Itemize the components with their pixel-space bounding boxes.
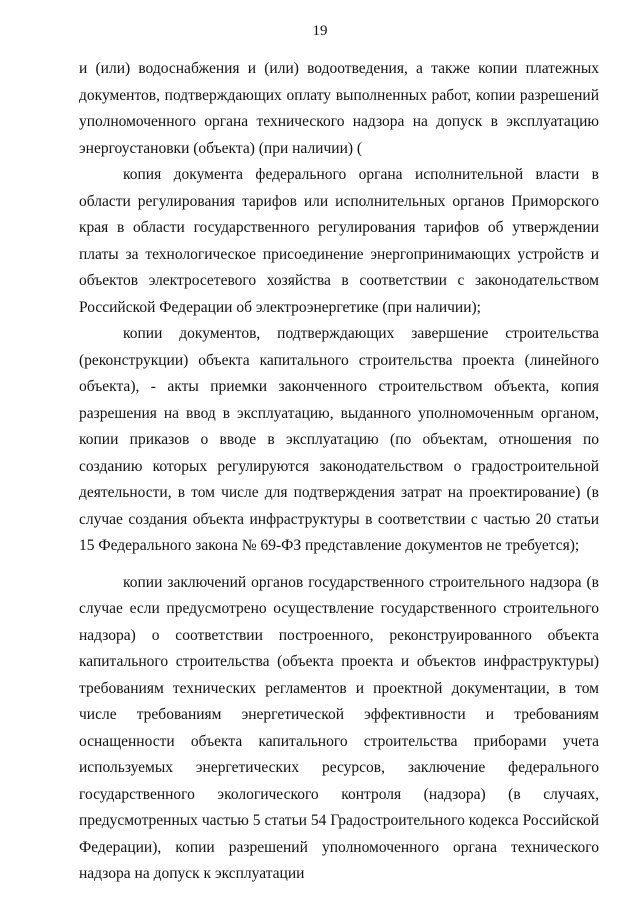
document-body: [79, 56, 599, 888]
page-number: 19: [312, 23, 328, 39]
paragraph-continuation: и (или) водоснабжения и (или) водоотведения, а также копии платежных документов, подтверждающих оплату выполненных работ, копии разрешений уполномоченного органа технического надзора на допуск в эксплуатацию энергоустановки (объекта) (при наличии) (: [79, 60, 599, 157]
paragraph-construction-documents: копии документов, подтверждающих завершение строительства (реконструкции) объекта капитального строительства проекта (линейного объекта), - акты приемки законченного строительством объекта, копия разрешения на ввод в эксплуатацию, выданного уполномоченным органом, копии приказов о вводе в эксплуатацию (по объектам, отношения по созданию которых регулируются законодательством о градостроительной деятельности, в том числе для подтверждения затрат на проектирование) (в случае создания объекта инфраструктуры в соответствии с частью 20 статьи 15 Федерального закона № 69-ФЗ представление документов не требуется);: [79, 325, 599, 554]
paragraph-supervision-conclusions: копии заключений органов государственного строительного надзора (в случае если предусмотрено осуществление государственного строительного надзора) о соответствии построенного, реконструированного объекта капитального строительства (объекта проекта и объектов инфраструктуры) требованиям технических регламентов и проектной документации, в том числе требованиям энергетической эффективности и требованиям оснащенности объекта капитального строительства приборами учета используемых энергетических ресурсов, заключение федерального государственного экологического контроля (надзора) (в случаях, предусмотренных частью 5 статьи 54 Градостроительного кодекса Российской Федерации), копии разрешений уполномоченного органа технического надзора на допуск к эксплуатации: [79, 573, 599, 882]
paragraph-tariff-document: копия документа федерального органа исполнительной власти в области регулирования тарифов или исполнительных органов Приморского края в области государственного регулирования тарифов об утверждении платы за технологическое присоединение энергопринимающих устройств и объектов электросетевого хозяйства в соответствии с законодательством Российской Федерации об электроэнергетике (при наличии);: [79, 166, 599, 316]
